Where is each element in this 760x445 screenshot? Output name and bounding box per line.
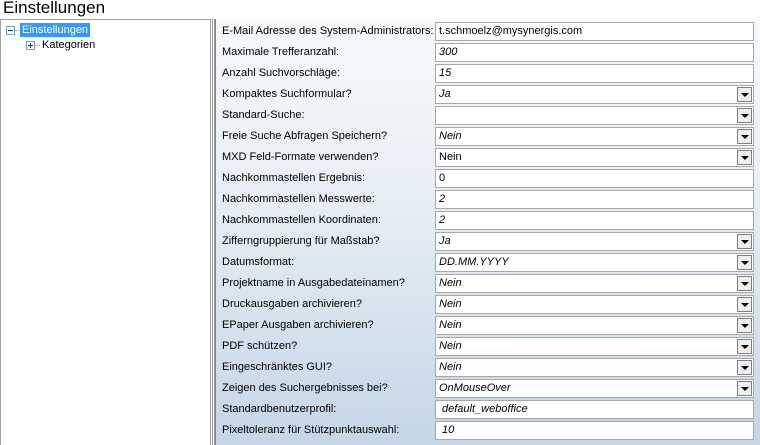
setting-label: Nachkommastellen Messwerte: [222,193,375,205]
setting-row-default-profile [216,399,760,420]
chevron-down-icon[interactable] [737,318,752,333]
setting-label: Zifferngruppierung für Maßstab? [222,235,380,247]
setting-label: Standard-Suche: [222,109,305,121]
default-search-select[interactable] [435,106,754,125]
setting-row-max-hits [216,42,760,63]
select-value: OnMouseOver [439,382,511,394]
admin-email-field[interactable]: t.schmoelz@mysynergis.com [435,22,754,41]
default-profile-field[interactable]: default_weboffice [435,400,754,419]
compact-form-select[interactable] [435,85,754,104]
setting-label: Nachkommastellen Ergebnis: [222,172,366,184]
setting-row-show-result [216,378,760,399]
tree-node-label[interactable]: Kategorien [42,39,96,51]
select-value: Nein [439,277,462,289]
setting-row-admin-email [216,21,760,42]
decimals-coords-field[interactable]: 2 [435,211,754,230]
setting-label: Projektname in Ausgabedateinamen? [222,277,405,289]
select-value: Nein [439,319,462,331]
setting-row-pixel-tolerance [216,420,760,441]
setting-label: MXD Feld-Formate verwenden? [222,151,379,163]
setting-label: E-Mail Adresse des System-Administrators: [222,25,434,37]
expand-icon[interactable] [26,41,35,50]
setting-row-pdf-protect [216,336,760,357]
setting-row-restricted-gui [216,357,760,378]
setting-label: Anzahl Suchvorschläge: [222,67,341,79]
setting-label: Standardbenutzerprofil: [222,403,337,415]
setting-label: EPaper Ausgaben archivieren? [222,319,374,331]
select-value: Nein [439,130,462,142]
setting-label: Zeigen des Suchergebnisses bei? [222,382,388,394]
setting-row-date-format [216,252,760,273]
select-value: Nein [439,361,462,373]
tree-node-kategorien[interactable] [26,38,206,52]
settings-tree[interactable] [0,19,211,445]
tree-node-label[interactable]: Einstellungen [22,24,89,36]
chevron-down-icon[interactable] [737,87,752,102]
chevron-down-icon[interactable] [737,297,752,312]
chevron-down-icon[interactable] [737,129,752,144]
setting-row-archive-print [216,294,760,315]
pdf-protect-select[interactable] [435,337,754,356]
setting-row-digit-grouping [216,231,760,252]
setting-label: Pixeltoleranz für Stützpunktauswahl: [222,424,400,436]
setting-row-save-free-search [216,126,760,147]
setting-label: Freie Suche Abfragen Speichern? [222,130,388,142]
setting-label: PDF schützen? [222,340,298,352]
decimals-result-field[interactable]: 0 [435,169,754,188]
setting-label: Maximale Trefferanzahl: [222,46,340,58]
decimals-measure-field[interactable]: 2 [435,190,754,209]
chevron-down-icon[interactable] [737,150,752,165]
digit-grouping-select[interactable] [435,232,754,251]
archive-epaper-select[interactable] [435,316,754,335]
select-value: DD.MM.YYYY [439,256,509,268]
chevron-down-icon[interactable] [737,108,752,123]
select-value: Ja [439,235,451,247]
setting-label: Druckausgaben archivieren? [222,298,363,310]
show-result-select[interactable] [435,379,754,398]
setting-row-mxd-formats [216,147,760,168]
chevron-down-icon[interactable] [737,339,752,354]
mxd-formats-select[interactable] [435,148,754,167]
setting-row-compact-form [216,84,760,105]
setting-row-suggestions [216,63,760,84]
settings-grid [215,19,760,445]
setting-row-project-name [216,273,760,294]
restricted-gui-select[interactable] [435,358,754,377]
pixel-tolerance-field[interactable]: 10 [435,421,754,440]
chevron-down-icon[interactable] [737,276,752,291]
chevron-down-icon[interactable] [737,234,752,249]
page-title: Einstellungen [3,0,106,17]
archive-print-select[interactable] [435,295,754,314]
setting-row-decimals-measure [216,189,760,210]
setting-label: Eingeschränktes GUI? [222,361,333,373]
tree-connector [15,30,19,32]
collapse-icon[interactable] [6,26,15,35]
setting-row-default-search [216,105,760,126]
setting-label: Kompaktes Suchformular? [222,88,352,100]
chevron-down-icon[interactable] [737,255,752,270]
setting-row-decimals-coords [216,210,760,231]
chevron-down-icon[interactable] [737,381,752,396]
select-value: Nein [439,340,462,352]
setting-label: Datumsformat: [222,256,295,268]
chevron-down-icon[interactable] [737,360,752,375]
tree-node-einstellungen[interactable] [6,23,206,37]
select-value: Nein [439,298,462,310]
suggestions-count-field[interactable]: 15 [435,64,754,83]
setting-row-decimals-result [216,168,760,189]
select-value: Ja [439,88,451,100]
date-format-select[interactable] [435,253,754,272]
save-free-search-select[interactable] [435,127,754,146]
project-name-select[interactable] [435,274,754,293]
setting-row-archive-epaper [216,315,760,336]
max-hits-field[interactable]: 300 [435,43,754,62]
select-value: Nein [439,151,462,163]
setting-label: Nachkommastellen Koordinaten: [222,214,381,226]
